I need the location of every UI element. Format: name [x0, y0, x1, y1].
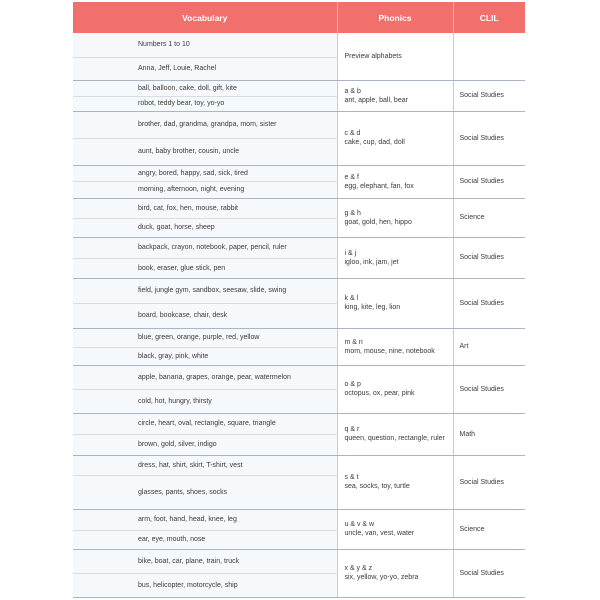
- clil-cell: Art: [453, 328, 525, 365]
- vocabulary-cell: bird, cat, fox, hen, mouse, rabbit: [73, 198, 337, 218]
- vocabulary-cell: morning, afternoon, night, evening: [73, 181, 337, 198]
- phonics-letters: k & l: [344, 295, 359, 302]
- table-row: [73, 80, 525, 96]
- phonics-letters: i & j: [344, 249, 357, 257]
- phonics-cell: [337, 455, 453, 509]
- phonics-cell: [337, 33, 453, 80]
- vocabulary-cell: board, bookcase, chair, desk: [73, 303, 337, 328]
- table-row: [73, 165, 525, 181]
- table-row: [73, 33, 525, 57]
- header-row: [73, 2, 525, 33]
- clil-cell: Math: [453, 413, 525, 455]
- phonics-cell: [337, 365, 453, 413]
- clil-cell: [453, 33, 525, 80]
- phonics-letters: o & p: [344, 381, 361, 388]
- table-row: [73, 509, 525, 530]
- phonics-cell: [337, 111, 453, 165]
- phonics-letters: c & d: [344, 130, 361, 137]
- phonics-letters: x & y & z: [344, 565, 373, 572]
- clil-cell: Social Studies: [453, 80, 525, 111]
- clil-header: CLIL: [453, 2, 525, 33]
- vocabulary-cell: aunt, baby brother, cousin, uncle: [73, 138, 337, 165]
- phonics-words: mom, mouse, nine, notebook: [344, 347, 435, 355]
- vocabulary-cell: ear, eye, mouth, nose: [73, 530, 337, 549]
- table-row: [73, 237, 525, 258]
- vocabulary-cell: brown, gold, silver, indigo: [73, 434, 337, 455]
- vocabulary-cell: backpack, crayon, notebook, paper, pencil, ruler: [73, 237, 337, 258]
- phonics-cell: [337, 509, 453, 549]
- phonics-cell: [337, 198, 453, 237]
- phonics-words: goat, gold, hen, hippo: [344, 218, 412, 226]
- vocabulary-cell: cold, hot, hungry, thirsty: [73, 389, 337, 413]
- vocabulary-cell: Anna, Jeff, Louie, Rachel: [73, 57, 337, 80]
- vocabulary-header: Vocabulary: [73, 2, 337, 33]
- vocabulary-cell: ball, balloon, cake, doll, gift, kite: [73, 80, 337, 96]
- clil-cell: Social Studies: [453, 365, 525, 413]
- table-row: [73, 455, 525, 475]
- vocabulary-cell: Numbers 1 to 10: [73, 33, 337, 57]
- phonics-words: egg, elephant, fan, fox: [344, 182, 414, 190]
- phonics-cell: [337, 328, 453, 365]
- phonics-words: octopus, ox, pear, pink: [344, 390, 415, 397]
- phonics-cell: [337, 237, 453, 278]
- table-row: [73, 198, 525, 218]
- phonics-header: Phonics: [337, 2, 453, 33]
- syllabus-table: [73, 2, 525, 598]
- phonics-words: six, yellow, yo-yo, zebra: [344, 574, 419, 581]
- table-row: [73, 549, 525, 573]
- table-row: [73, 278, 525, 303]
- clil-cell: Social Studies: [453, 278, 525, 328]
- vocabulary-cell: blue, green, orange, purple, red, yellow: [73, 328, 337, 347]
- vocabulary-cell: apple, banana, grapes, orange, pear, watermelon: [73, 365, 337, 389]
- clil-cell: Science: [453, 198, 525, 237]
- clil-cell: Social Studies: [453, 165, 525, 198]
- phonics-words: Preview alphabets: [344, 52, 402, 60]
- clil-cell: Science: [453, 509, 525, 549]
- table-row: [73, 328, 525, 347]
- vocabulary-cell: brother, dad, grandma, grandpa, mom, sister: [73, 111, 337, 138]
- table-row: [73, 365, 525, 389]
- vocabulary-cell: circle, heart, oval, rectangle, square, triangle: [73, 413, 337, 434]
- phonics-words: cake, cup, dad, doll: [344, 139, 405, 146]
- phonics-cell: [337, 413, 453, 455]
- vocabulary-cell: field, jungle gym, sandbox, seesaw, slide, swing: [73, 278, 337, 303]
- phonics-words: queen, question, rectangle, ruler: [344, 435, 445, 442]
- vocabulary-cell: arm, foot, hand, head, knee, leg: [73, 509, 337, 530]
- clil-cell: Social Studies: [453, 549, 525, 597]
- phonics-cell: [337, 278, 453, 328]
- phonics-words: king, kite, leg, lion: [344, 304, 401, 311]
- clil-cell: Social Studies: [453, 237, 525, 278]
- phonics-words: ant, apple, ball, bear: [344, 96, 408, 104]
- phonics-letters: a & b: [344, 87, 361, 95]
- table-row: [73, 413, 525, 434]
- syllabus-body: [73, 33, 525, 597]
- vocabulary-cell: robot, teddy bear, toy, yo-yo: [73, 96, 337, 111]
- vocabulary-cell: dress, hat, shirt, skirt, T-shirt, vest: [73, 455, 337, 475]
- phonics-letters: s & t: [344, 474, 359, 481]
- vocabulary-cell: bus, helicopter, motorcycle, ship: [73, 573, 337, 597]
- phonics-letters: m & n: [344, 338, 363, 346]
- phonics-letters: g & h: [344, 209, 361, 217]
- vocabulary-cell: black, gray, pink, white: [73, 347, 337, 365]
- vocabulary-cell: duck, goat, horse, sheep: [73, 218, 337, 237]
- vocabulary-cell: glasses, pants, shoes, socks: [73, 475, 337, 509]
- vocabulary-cell: bike, boat, car, plane, train, truck: [73, 549, 337, 573]
- phonics-cell: [337, 80, 453, 111]
- table-row: [73, 111, 525, 138]
- clil-cell: Social Studies: [453, 111, 525, 165]
- phonics-cell: [337, 165, 453, 198]
- phonics-letters: e & f: [344, 173, 359, 181]
- phonics-letters: q & r: [344, 426, 360, 433]
- vocabulary-cell: book, eraser, glue stick, pen: [73, 258, 337, 278]
- phonics-words: sea, socks, toy, turtle: [344, 483, 410, 490]
- syllabus-table-wrapper: [73, 2, 525, 598]
- vocabulary-cell: angry, bored, happy, sad, sick, tired: [73, 165, 337, 181]
- clil-cell: Social Studies: [453, 455, 525, 509]
- phonics-letters: u & v & w: [344, 521, 375, 528]
- phonics-words: uncle, van, vest, water: [344, 530, 415, 537]
- phonics-words: igloo, ink, jam, jet: [344, 258, 399, 266]
- phonics-cell: [337, 549, 453, 597]
